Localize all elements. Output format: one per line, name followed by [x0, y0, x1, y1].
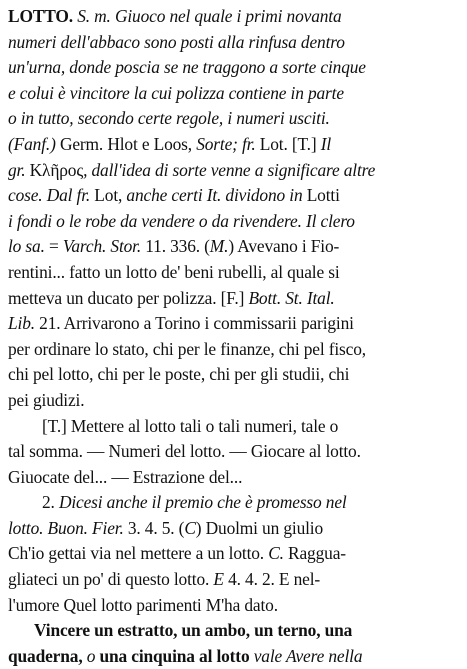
text-run: pei giudizi. — [8, 389, 85, 410]
text-line — [8, 132, 461, 158]
text-run: metteva un ducato per polizza. [F.] — [8, 287, 249, 308]
text-line — [8, 81, 461, 107]
bold-text: quaderna, — [8, 645, 87, 666]
text-run: Germ. Hlot e Loos, — [59, 133, 197, 154]
text-run: 2. — [42, 492, 59, 513]
italic-text: un'urna, donde poscia se ne traggono a sorte cinque — [8, 57, 366, 78]
italic-text: C — [184, 517, 196, 538]
text-run: = — [48, 236, 63, 257]
text-run: 4. 4. 2. E nel- — [223, 569, 321, 590]
text-run: tal somma. — Numeri del lotto. — Giocare al lotto. — [8, 441, 361, 462]
text-line — [8, 516, 461, 542]
bold-text: Vincere un estratto, un ambo, un terno, una — [34, 620, 353, 641]
text-run: gliateci un po' di questo lotto. — [8, 569, 214, 590]
italic-text: Varch. Stor. — [62, 236, 142, 257]
italic-text: anche certi It. dividono in — [126, 185, 307, 206]
text-run: Κλῆρος — [29, 159, 84, 180]
text-line — [8, 439, 461, 465]
italic-text: E — [213, 569, 224, 590]
italic-text: numeri dell'abbaco sono posti alla rinfusa dentro — [8, 31, 345, 52]
text-line — [8, 644, 461, 669]
text-line — [8, 567, 461, 593]
italic-text: Dicesi anche il premio che è promesso nel — [58, 492, 347, 513]
italic-text: o in tutto, secondo certe regole, i numeri usciti. — [8, 108, 330, 129]
text-line — [8, 593, 461, 619]
text-line — [8, 158, 461, 184]
text-run: 21. Arrivarono a Torino i commissarii parigini — [34, 313, 354, 334]
text-line — [8, 337, 461, 363]
text-line — [8, 465, 461, 491]
italic-text: Lib. — [8, 313, 35, 334]
text-line — [8, 234, 461, 260]
bold-text: una cinquina al lotto — [99, 645, 254, 666]
bold-text: LOTTO. — [8, 6, 73, 26]
text-run: chi pel lotto, chi per le poste, chi per gli studii, chi — [8, 364, 350, 385]
italic-text: i fondi o le robe da vendere o da rivendere. Il clero — [8, 210, 355, 231]
text-run: rentini... fatto un lotto de' beni rubelli, al quale si — [8, 261, 340, 282]
text-line — [8, 4, 461, 30]
text-line — [8, 388, 461, 414]
text-line — [8, 286, 461, 312]
italic-text: Il — [320, 133, 332, 154]
italic-text: cose. Dal fr. — [8, 185, 95, 206]
text-line — [8, 183, 461, 209]
italic-text: M. — [209, 236, 229, 257]
italic-text: o — [86, 645, 100, 666]
text-line — [8, 362, 461, 388]
text-run: Ch'io gettai via nel mettere a un lotto. — [8, 543, 269, 564]
text-line — [8, 260, 461, 286]
italic-text: C. — [268, 543, 284, 564]
text-line — [8, 30, 461, 56]
text-run: 3. 4. 5. ( — [123, 517, 185, 538]
italic-text: lotto. Buon. Fier. — [8, 517, 124, 538]
text-run: per ordinare lo stato, chi per le finanze, chi pel fisco, — [8, 338, 366, 359]
italic-text: Bott. St. Ital. — [248, 287, 335, 308]
italic-text: (Fanf.) — [8, 133, 60, 154]
text-run: [T.] Mettere al lotto tali o tali numeri, tale o — [42, 415, 339, 436]
text-run: Raggua- — [283, 543, 346, 564]
text-line — [8, 541, 461, 567]
italic-text: lo sa. — [8, 236, 49, 257]
text-line — [8, 106, 461, 132]
text-run: ) Avevano i Fio- — [228, 236, 340, 257]
text-run: l'umore Quel lotto parimenti M'ha dato. — [8, 594, 278, 615]
text-run: 11. 336. ( — [141, 236, 210, 257]
italic-text: vale Avere nella — [253, 645, 363, 666]
text-line — [8, 618, 461, 644]
text-run: ) Duolmi un giulio — [195, 517, 324, 538]
text-run: Giuocate del... — Estrazione del... — [8, 466, 243, 487]
italic-text: , dall'idea di sorte venne a significare altre — [83, 159, 376, 180]
entry-body — [8, 4, 461, 669]
text-line — [8, 209, 461, 235]
text-run: Lot, — [94, 185, 127, 206]
italic-text: Sorte; fr. — [196, 133, 256, 154]
italic-text: e colui è vincitore la cui polizza contiene in parte — [8, 82, 344, 103]
text-line — [8, 490, 461, 516]
text-run: Lotti — [306, 185, 340, 206]
italic-text: S. m. Giuoco nel quale i primi novanta — [77, 6, 342, 26]
text-line — [8, 311, 461, 337]
text-line — [8, 55, 461, 81]
text-run: Lot. [T.] — [255, 133, 321, 154]
text-line — [8, 414, 461, 440]
italic-text: gr. — [8, 159, 30, 180]
